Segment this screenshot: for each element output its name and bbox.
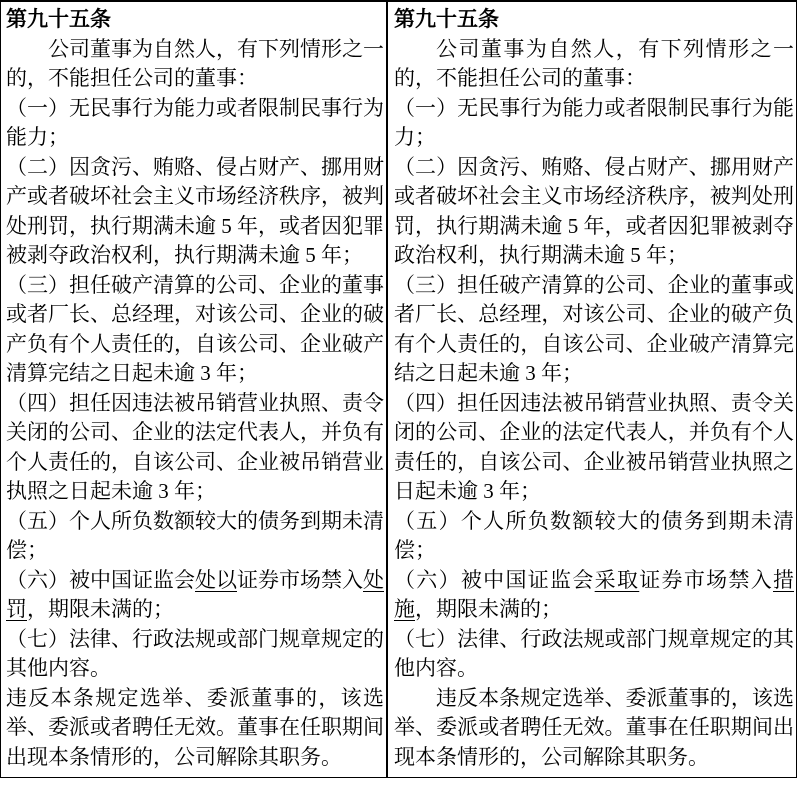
paragraph xyxy=(394,625,794,684)
article-heading: 第九十五条 xyxy=(6,7,111,31)
text-run: （三）担任破产清算的公司、企业的董事或者厂长、总经理，对该公司、企业的破产负有个人责任的，自该公司、企业破产清算完结之日起未逾 3 年； xyxy=(6,272,384,385)
paragraph xyxy=(394,566,794,625)
paragraph xyxy=(6,507,384,566)
changed-text-run: 处罚 xyxy=(6,567,384,621)
paragraph xyxy=(394,507,794,566)
paragraph xyxy=(394,389,794,507)
text-run: （六）被中国证监会 xyxy=(6,567,195,592)
paragraph xyxy=(6,625,384,684)
text-run: （五）个人所负数额较大的债务到期未清偿； xyxy=(394,508,794,562)
text-run: ，期限未满的； xyxy=(27,597,174,621)
text-run: （一）无民事行为能力或者限制民事行为能力； xyxy=(394,95,794,149)
text-run: （五）个人所负数额较大的债务到期未清偿； xyxy=(6,508,384,562)
text-run: （七）法律、行政法规或部门规章规定的其他内容。 xyxy=(394,626,794,680)
paragraph xyxy=(6,153,384,271)
paragraph xyxy=(394,94,794,153)
changed-text-run: 采取 xyxy=(594,567,640,592)
text-run: 公司董事为自然人，有下列情形之一的，不能担任公司的董事： xyxy=(394,36,794,90)
text-run: （七）法律、行政法规或部门规章规定的其他内容。 xyxy=(6,626,384,680)
text-run: （六）被中国证监会 xyxy=(394,567,595,592)
text-run: （三）担任破产清算的公司、企业的董事或者厂长、总经理，对该公司、企业的破产负有个人责任的，自该公司、企业破产清算完结之日起未逾 3 年； xyxy=(394,272,794,385)
column-old-text xyxy=(1,2,388,777)
paragraph xyxy=(6,684,384,773)
text-run: 证券市场禁入 xyxy=(639,567,774,592)
paragraph xyxy=(6,35,384,94)
paragraph xyxy=(6,271,384,389)
paragraph xyxy=(394,35,794,94)
article-heading: 第九十五条 xyxy=(394,7,499,31)
text-run: 违反本条规定选举、委派董事的，该选举、委派或者聘任无效。董事在任职期间出现本条情形的，公司解除其职务。 xyxy=(6,685,384,769)
paragraph xyxy=(6,94,384,153)
paragraph xyxy=(394,153,794,271)
changed-text-run: 处以 xyxy=(195,567,237,592)
text-run: 公司董事为自然人，有下列情形之一的，不能担任公司的董事： xyxy=(6,36,384,90)
text-run: （二）因贪污、贿赂、侵占财产、挪用财产或者破坏社会主义市场经济秩序，被判处刑罚，执行期满未逾 5 年，或者因犯罪被剥夺政治权利，执行期满未逾 5 年； xyxy=(394,154,794,267)
text-run: （四）担任因违法被吊销营业执照、责令关闭的公司、企业的法定代表人，并负有个人责任的，自该公司、企业被吊销营业执照之日起未逾 3 年； xyxy=(394,390,794,503)
text-run: 证券市场禁入 xyxy=(237,567,363,592)
paragraph xyxy=(6,389,384,507)
text-run: （一）无民事行为能力或者限制民事行为能力； xyxy=(6,95,384,149)
text-run: （四）担任因违法被吊销营业执照、责令关闭的公司、企业的法定代表人，并负有个人责任的，自该公司、企业被吊销营业执照之日起未逾 3 年； xyxy=(6,390,384,503)
column-new-text xyxy=(388,2,796,777)
paragraph xyxy=(394,271,794,389)
paragraph xyxy=(6,566,384,625)
text-run: 违反本条规定选举、委派董事的，该选举、委派或者聘任无效。董事在任职期间出现本条情形的，公司解除其职务。 xyxy=(394,685,794,769)
changed-text-run: 措施 xyxy=(394,567,795,621)
text-run: ，期限未满的； xyxy=(415,597,562,621)
paragraph xyxy=(394,684,794,773)
text-run: （二）因贪污、贿赂、侵占财产、挪用财产或者破坏社会主义市场经济秩序，被判处刑罚，执行期满未逾 5 年，或者因犯罪被剥夺政治权利，执行期满未逾 5 年； xyxy=(6,154,384,267)
